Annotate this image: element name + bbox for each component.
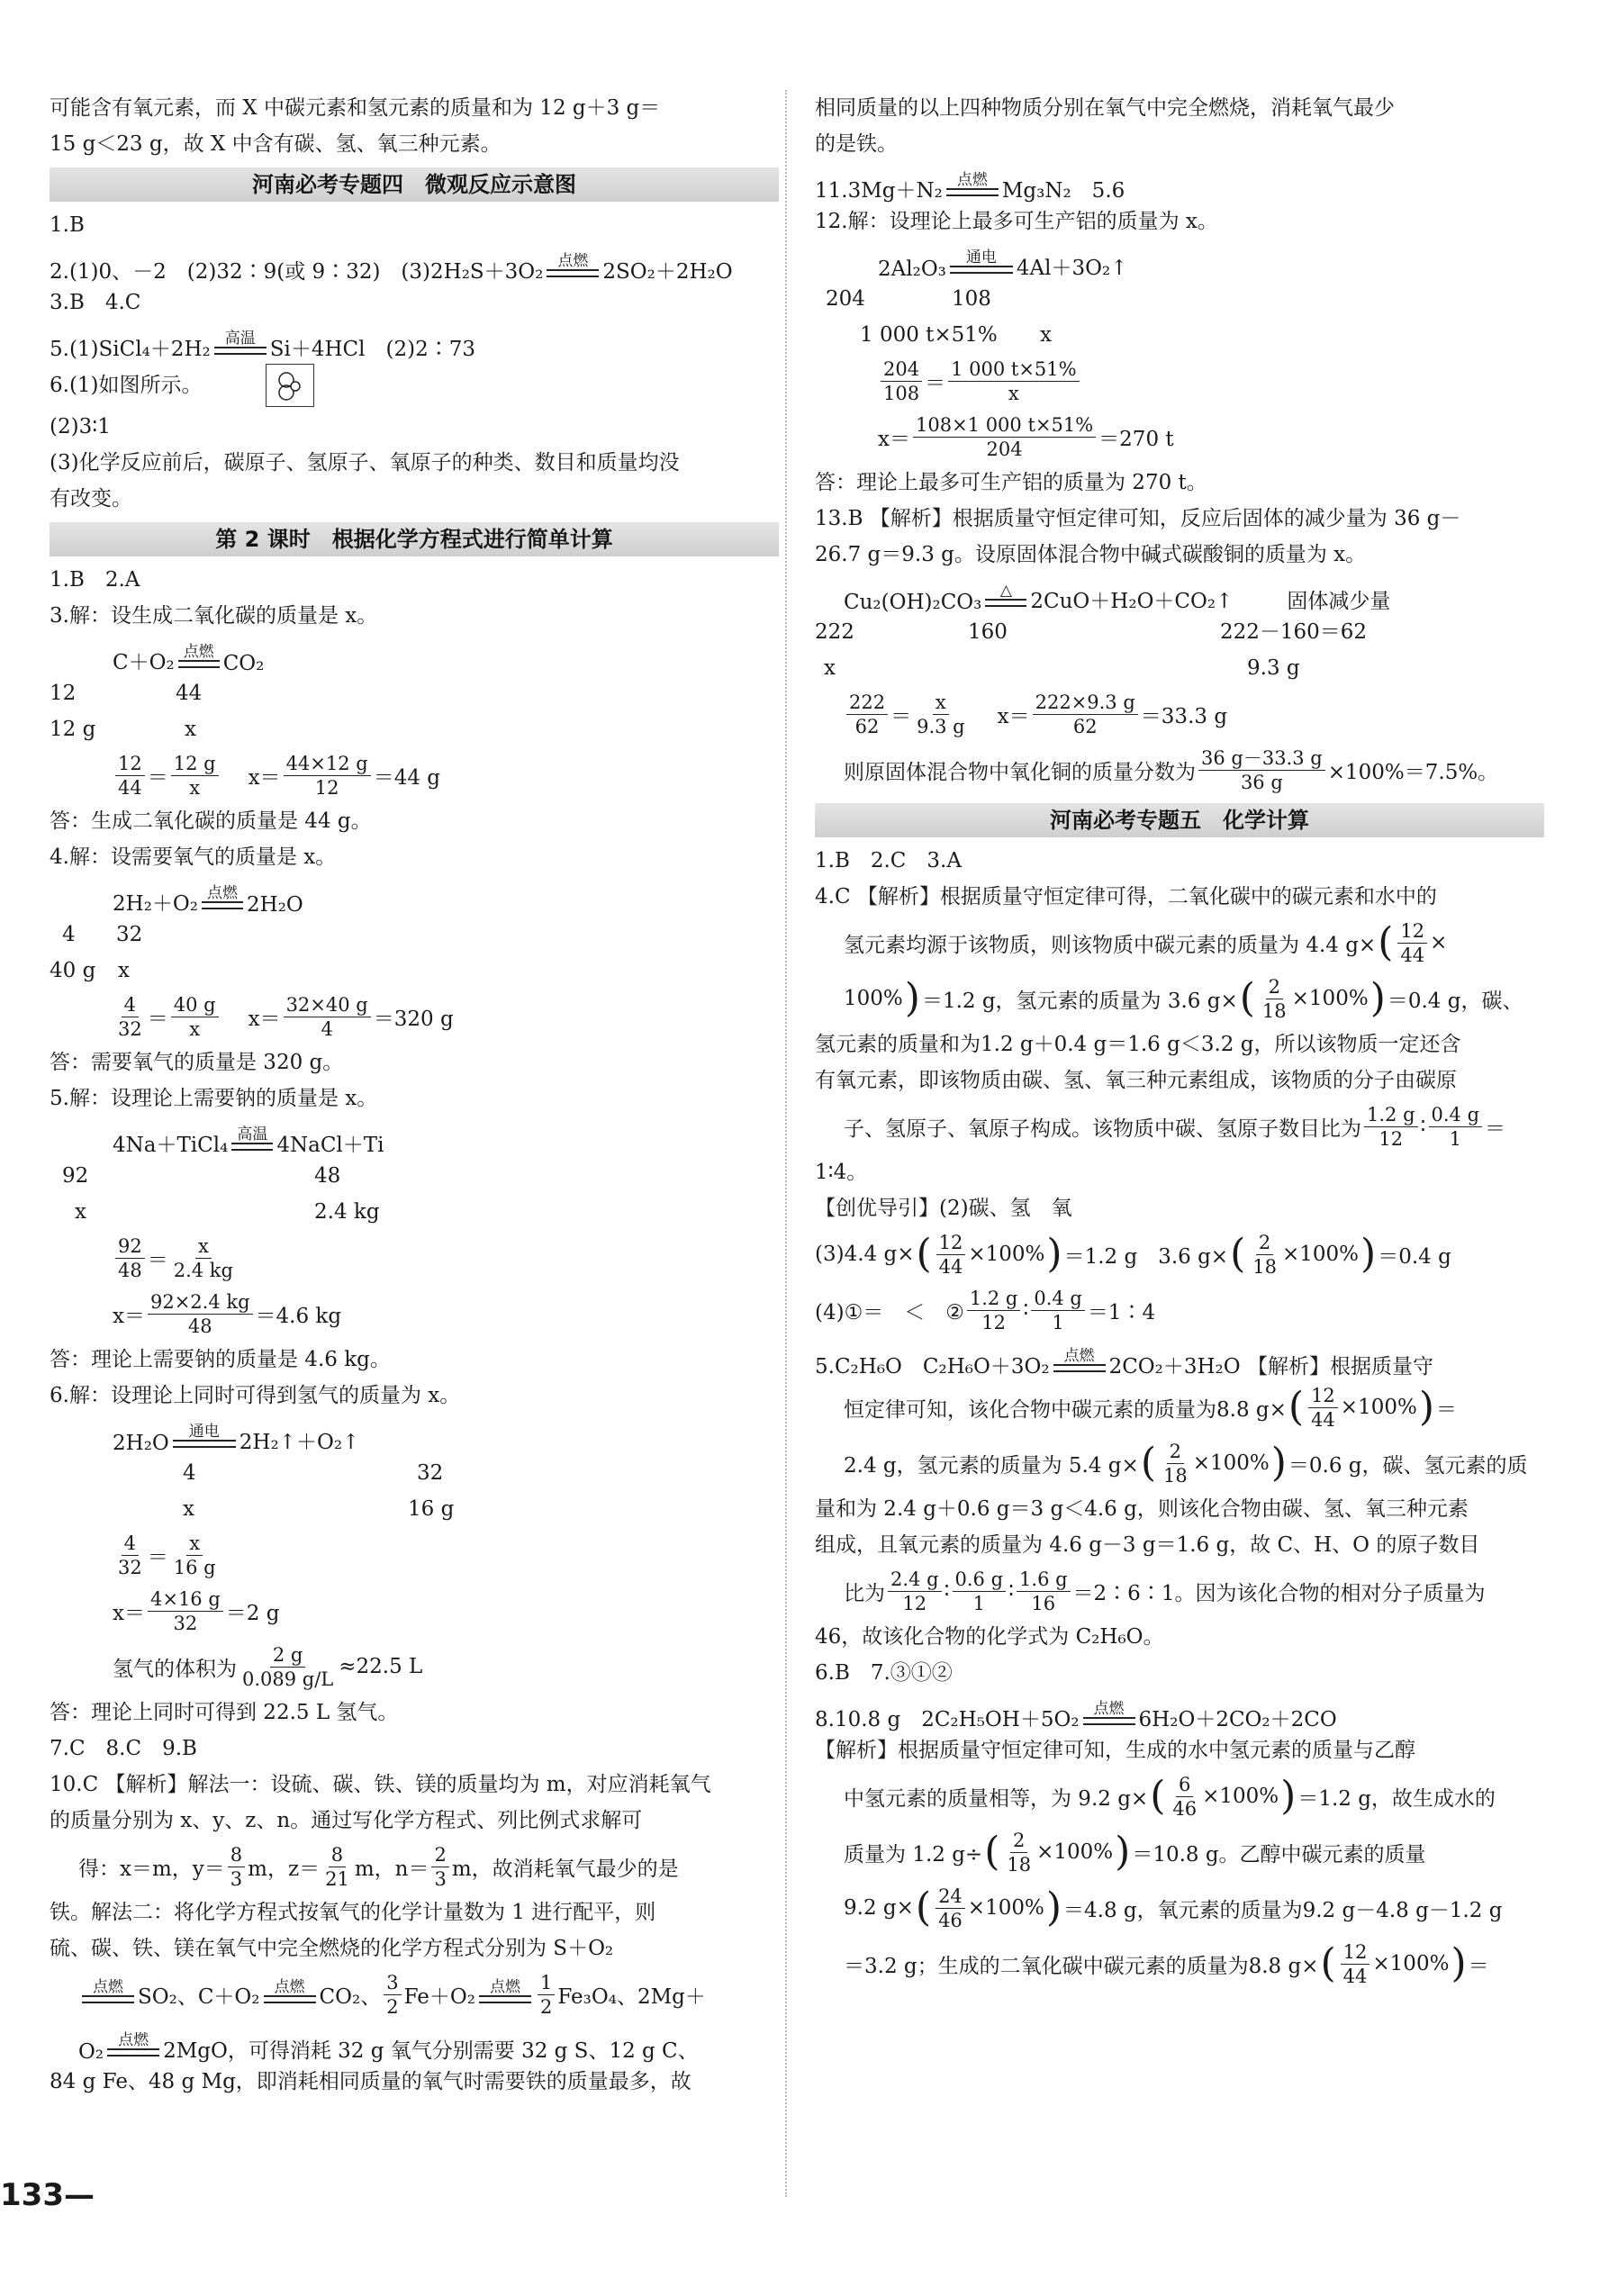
answer-line: 1.B 2.A [50, 568, 140, 592]
answer-conclusion: 答：理论上最多可生产铝的质量为 270 t。 [815, 471, 1207, 494]
reaction-arrow: 点燃 [264, 1979, 316, 2011]
mass-line [50, 1158, 779, 1194]
fraction: $\frac{2}{18}$ [1007, 1829, 1032, 1876]
text-line: 子、氢原子、氧原子构成。该物质中碳、氢原子数目比为 $\frac{1.2 g}{12}$ ∶ $\frac{0.4 g}{1}$ ＝ [844, 1103, 1506, 1150]
equation-right: 2H₂O [247, 893, 303, 917]
answer-conclusion: 答：需要氧气的质量是 320 g。 [50, 1051, 344, 1074]
equation-line [50, 1116, 779, 1158]
fraction: $\frac{36 g-33.3 g}{36 g}$ [1198, 746, 1325, 794]
fraction: $\frac{8}{21}$ [325, 1843, 349, 1890]
equation-line [50, 875, 779, 917]
equation-left: 2H₂＋O₂ [113, 892, 198, 916]
fraction: $\frac{40 g}{x}$ [171, 993, 219, 1041]
equation-left: 2H₂O [113, 1432, 169, 1455]
answer-line: 1.B 2.C 3.A [815, 849, 962, 872]
reaction-condition: 高温 [237, 1125, 268, 1143]
text-line: 恒定律可知，该化合物中碳元素的质量为8.8 g× ( $\frac{12}{44}$ ×100% ) ＝ [844, 1384, 1457, 1431]
section-banner: 河南必考专题四 微观反应示意图 [50, 167, 779, 202]
equation-left: 5.(1)SiCl₄＋2H₂ [50, 338, 211, 361]
equation-right: 2H₂↑＋O₂↑ [239, 1431, 360, 1454]
equation-text: ＝4.6 kg [255, 1304, 342, 1328]
section-banner: 河南必考专题五 化学计算 [815, 803, 1544, 837]
fraction: $\frac{2}{3}$ [431, 1843, 448, 1891]
right-column [815, 90, 1544, 1992]
text-line: 26.7 g＝9.3 g。设原固体混合物中碱式碳酸铜的质量为 x。 [815, 543, 1367, 566]
mass-value: 16 g [408, 1497, 455, 1521]
mass-line [50, 1455, 779, 1491]
mass-value: 4 [62, 923, 76, 946]
equation-text: ＝2 g [225, 1601, 280, 1625]
answer-line [815, 162, 1544, 203]
answer-line: 5.解：设理论上需要钠的质量是 x。 [50, 1087, 378, 1110]
mass-line [50, 953, 779, 989]
proportion-line: $\frac{4}{32}$ ＝ $\frac{40 g}{x}$ x＝ $\frac{32\times 40 g}{4}$ ＝320 g [50, 989, 779, 1044]
equation-text: x＝ [248, 765, 281, 790]
equation-text: ＝44 g [373, 765, 441, 790]
left-column [50, 90, 779, 2100]
text-line: 氢元素的质量和为1.2 g＋0.4 g＝1.6 g＜3.2 g，所以该物质一定还含 [815, 1033, 1461, 1056]
equation-text: ＝320 g [373, 1007, 454, 1031]
fraction: $\frac{4}{32}$ [118, 993, 142, 1040]
equation-right: Mg₃N₂ 5.6 [1001, 179, 1125, 203]
proportion-line: $\frac{4}{32}$ ＝ $\frac{x}{16 g}$ [50, 1527, 779, 1583]
mass-value: 12 g [50, 718, 96, 741]
reaction-arrow: 点燃 [1053, 1348, 1106, 1379]
text-line: 9.2 g× ( $\frac{24}{46}$ ×100% ) ＝4.8 g，氧元素的质量为9.2 g－4.8 g－1.2 g [844, 1885, 1503, 1931]
mass-value: 44 [176, 682, 203, 705]
reaction-condition: 点燃 [557, 252, 589, 270]
reaction-condition: 点燃 [183, 643, 214, 661]
text-line: 84 g Fe、48 g Mg，即消耗相同质量的氧气时需要铁的质量最多，故 [50, 2070, 692, 2093]
text-line: 100% ) ＝1.2 g，氢元素的质量为 3.6 g× ( $\frac{2}{18}$ ×100% ) ＝0.4 g，碳、 [844, 975, 1523, 1022]
text-line: 46，故该化合物的化学式为 C₂H₆O。 [815, 1625, 1164, 1649]
mass-value: 92 [62, 1164, 89, 1188]
mass-value: 2.4 kg [314, 1200, 380, 1224]
text-line: (3)化学反应前后，碳原子、氢原子、氧原子的种类、数目和质量均没 [50, 451, 680, 475]
mass-line [50, 917, 779, 953]
equation-line [815, 240, 1544, 281]
mass-value: x [75, 1200, 86, 1224]
fraction: $\frac{x}{16 g}$ [173, 1532, 216, 1578]
equation-left: 2.(1)0、－2 (2)32∶9(或 9∶32) (3)2H₂S＋3O₂ [50, 260, 544, 284]
fraction: $\frac{92\times 2.4 kg}{48}$ [148, 1290, 253, 1338]
fraction: $\frac{12}{44}$ [1397, 919, 1427, 967]
text-line: 相同质量的以上四种物质分别在氧气中完全燃烧，消耗氧气最少 [815, 96, 1395, 120]
answer-line: 6.解：设理论上同时可得到氢气的质量为 x。 [50, 1384, 461, 1407]
mass-value: 32 [116, 923, 143, 946]
equation-text: x＝ [113, 1304, 145, 1328]
fraction: $\frac{92}{48}$ [115, 1234, 145, 1282]
text-line: 点燃 SO₂、C＋O₂ 点燃 CO₂、 $\frac{3}{2}$ Fe＋O₂ 点燃 $\frac{1}{2}$ Fe₃O₄、2Mg＋ [50, 1966, 779, 2022]
text-line: 可能含有氧元素，而 X 中碳元素和氢元素的质量和为 12 g＋3 g＝ [50, 96, 661, 120]
result-line [50, 1286, 779, 1342]
fraction: $\frac{222\times 9.3 g}{62}$ [1033, 691, 1138, 738]
answer-line [50, 362, 779, 409]
text-line: 硫、碳、铁、镁在氧气中完全燃烧的化学方程式分别为 S＋O₂ [50, 1937, 614, 1960]
result-line [50, 1583, 779, 1639]
mass-line [50, 1194, 779, 1230]
fraction: $\frac{3}{2}$ [384, 1971, 401, 2019]
equation-text: ≈22.5 L [339, 1655, 423, 1678]
equation-line: Cu₂(OH)₂CO₃ △ 2CuO＋H₂O＋CO₂↑ 固体减少量 [844, 582, 1391, 614]
reaction-arrow [202, 885, 243, 917]
mass-line: 1 000 t×51% x [860, 323, 1052, 347]
fraction: $\frac{12}{44}$ [936, 1231, 966, 1279]
answer-line [50, 243, 779, 285]
fraction: $\frac{1 000 t\times 51\%}{x}$ [948, 357, 1080, 405]
answer-line: 4.C 【解析】根据质量守恒定律可得，二氧化碳中的碳元素和水中的 [815, 885, 1437, 908]
section-banner: 第 2 课时 根据化学方程式进行简单计算 [50, 522, 779, 556]
fraction: $\frac{x}{2.4 kg}$ [173, 1234, 233, 1281]
column-divider [785, 90, 787, 2197]
answer-line: 5.C₂H₆O C₂H₆O＋3O₂ 点燃 2CO₂＋3H₂O 【解析】根据质量守 [815, 1347, 1433, 1379]
proportion-line: $\frac{222}{62}$ ＝ $\frac{x}{9.3 g}$ x＝ $\frac{222\times 9.3 g}{62}$ ＝33.3 g [815, 686, 1544, 742]
mass-line: 222 160 222－160＝62 [815, 620, 1368, 644]
molecule-diagram-icon [266, 364, 314, 407]
answer-line: 10.C 【解析】解法一：设硫、碳、铁、镁的质量均为 m，对应消耗氧气 [50, 1773, 711, 1796]
fraction: $\frac{12}{44}$ [1341, 1940, 1370, 1988]
equation-left: 4Na＋TiCl₄ [113, 1134, 229, 1157]
answer-line: 6.B 7.③①② [815, 1661, 953, 1685]
text-line: 组成，且氧元素的质量为 4.6 g－3 g＝1.6 g，故 C、H、O 的原子数目 [815, 1533, 1480, 1557]
fraction: $\frac{0.4 g}{1}$ [1429, 1103, 1483, 1151]
volume-line [50, 1639, 779, 1695]
fraction: $\frac{8}{3}$ [228, 1843, 245, 1891]
fraction: $\frac{108\times 1 000 t\times 51\%}{204}$ [913, 413, 1096, 461]
mass-value: x [183, 1497, 194, 1521]
equation-right: CO₂ [222, 652, 265, 675]
answer-conclusion: 答：理论上需要钠的质量是 4.6 kg。 [50, 1348, 391, 1371]
equation-right: Si＋4HCl (2)2∶73 [269, 338, 475, 361]
equation-text: x＝ [113, 1601, 145, 1625]
text-line: ＝3.2 g；生成的二氧化碳中碳元素的质量为8.8 g× ( $\frac{12}{44}$ ×100% ) ＝ [844, 1940, 1489, 1987]
answer-conclusion: 答：理论上同时可得到 22.5 L 氢气。 [50, 1701, 399, 1724]
fraction: $\frac{4\times 16 g}{32}$ [148, 1587, 223, 1635]
fraction: $\frac{2.4 g}{12}$ [888, 1568, 942, 1615]
answer-line: 1.B [50, 213, 85, 237]
fraction: $\frac{1.2 g}{12}$ [967, 1287, 1021, 1334]
text-line: 铁。解法二：将化学方程式按氧气的化学计量数为 1 进行配平，则 [50, 1901, 656, 1924]
text-line: 中氢元素的质量相等，为 9.2 g× ( $\frac{6}{46}$ ×100% ) ＝1.2 g，故生成水的 [844, 1773, 1496, 1820]
text-line: 氢元素均源于该物质，则该物质中碳元素的质量为 4.4 g× ( $\frac{12}{44}$ × [844, 919, 1448, 966]
reaction-arrow [214, 330, 267, 362]
text-line: 15 g＜23 g，故 X 中含有碳、氢、氧三种元素。 [50, 132, 502, 156]
equation-line [50, 634, 779, 675]
fraction: $\frac{32\times 40 g}{4}$ [284, 993, 371, 1041]
answer-conclusion: 答：生成二氧化碳的质量是 44 g。 [50, 809, 372, 833]
answer-line [50, 321, 779, 362]
fraction: $\frac{24}{46}$ [936, 1885, 965, 1932]
text-line: 的质量分别为 x、y、z、n。通过写化学方程式、列比例式求解可 [50, 1809, 643, 1832]
mass-value: 48 [314, 1164, 341, 1188]
equation-right: 4NaCl＋Ti [276, 1134, 384, 1157]
reaction-arrow: 点燃 [479, 1979, 531, 2011]
text-line: (4)①＝ ＜ ② $\frac{1.2 g}{12}$ ∶ $\frac{0.4 g}{1}$ ＝1∶4 [815, 1287, 1156, 1333]
equation-left: 11.3Mg＋N₂ [815, 179, 943, 203]
reaction-condition: 点燃 [207, 884, 238, 902]
fraction: $\frac{2}{18}$ [1162, 1440, 1188, 1487]
page-number: 133— [0, 2177, 95, 2213]
reaction-arrow [547, 253, 599, 285]
fraction: $\frac{x}{9.3 g}$ [917, 691, 965, 737]
fraction: $\frac{12}{44}$ [115, 752, 145, 800]
fraction: $\frac{1}{2}$ [538, 1971, 555, 2019]
reaction-arrow: 点燃 [107, 2032, 159, 2064]
mass-line [50, 711, 779, 747]
fraction: $\frac{2}{18}$ [1261, 975, 1287, 1022]
answer-line: 7.C 8.C 9.B [50, 1737, 197, 1760]
mass-value: x [185, 718, 196, 741]
text-line: 比为 $\frac{2.4 g}{12}$ ∶ $\frac{0.6 g}{1}$ ∶ $\frac{1.6 g}{16}$ ＝2∶6∶1。因为该化合物的相对分子质量为 [844, 1568, 1486, 1614]
result-line: x＝ $\frac{108\times 1 000 t\times 51\%}{204}$ ＝270 t [878, 413, 1174, 460]
mass-line: 204 108 [826, 287, 991, 311]
text-line: 2.4 g，氢元素的质量为 5.4 g× ( $\frac{2}{18}$ ×100% ) ＝0.6 g，碳、氢元素的质 [844, 1440, 1528, 1487]
equation-line [50, 1414, 779, 1455]
text-line: 量和为 2.4 g＋0.6 g＝3 g＜4.6 g，则该化合物由碳、氢、氧三种元素 [815, 1497, 1469, 1521]
text-line: 1∶4。 [815, 1161, 868, 1184]
mass-line [50, 1491, 779, 1527]
mass-line [50, 675, 779, 711]
equation-left: 2Al₂O₃ [878, 258, 946, 281]
equation-right: 2SO₂＋2H₂O [602, 260, 733, 284]
fraction: $\frac{222}{62}$ [846, 691, 888, 738]
mass-value: 32 [417, 1461, 444, 1485]
fraction: $\frac{1.6 g}{16}$ [1017, 1568, 1071, 1615]
fraction: $\frac{0.6 g}{1}$ [953, 1568, 1007, 1615]
mass-value: 12 [50, 682, 77, 705]
text-line: 【解析】根据质量守恒定律可知，生成的水中氢元素的质量与乙醇 [815, 1739, 1415, 1762]
reaction-condition: 高温 [224, 330, 256, 348]
text-line: 的是铁。 [815, 132, 898, 156]
fraction: $\frac{0.4 g}{1}$ [1031, 1287, 1085, 1334]
text-line: (2)3∶1 [50, 415, 111, 438]
mass-line: x 9.3 g [824, 656, 1300, 680]
text-line: O₂ 点燃 2MgO，可得消耗 32 g 氧气分别需要 32 g S、12 g C、 [78, 2031, 699, 2064]
mass-value: 40 g [50, 959, 96, 982]
text-line: 得：x＝m，y＝ $\frac{8}{3}$ m，z＝ $\frac{8}{21}$ m，n＝ $\frac{2}{3}$ m，故消耗氧气最少的是 [78, 1843, 679, 1890]
text-line: 质量为 1.2 g÷ ( $\frac{2}{18}$ ×100% ) ＝10.8 g。乙醇中碳元素的质量 [844, 1829, 1426, 1876]
text-line: (3)4.4 g× ( $\frac{12}{44}$ ×100% ) ＝1.2 g 3.6 g× ( $\frac{2}{18}$ ×100% ) ＝0.4 g [815, 1231, 1451, 1278]
fraction: $\frac{6}{46}$ [1172, 1773, 1198, 1820]
text-line: 有氧元素，即该物质由碳、氢、氧三种元素组成，该物质的分子由碳原 [815, 1069, 1457, 1092]
equation-right: 4Al＋3O₂↑ [1016, 257, 1128, 280]
proportion-line: $\frac{12}{44}$ ＝ $\frac{12 g}{x}$ x＝ $\frac{44\times 12 g}{12}$ ＝44 g [50, 747, 779, 803]
equation-text: 氢气的体积为 [113, 1657, 237, 1681]
fraction: $\frac{12 g}{x}$ [171, 752, 219, 800]
answer-line: 12.解：设理论上最多可生产铝的质量为 x。 [815, 210, 1218, 233]
reaction-arrow: 点燃 [1083, 1701, 1135, 1732]
reaction-arrow: 通电 [950, 249, 1013, 281]
fraction: $\frac{44\times 12 g}{12}$ [284, 752, 371, 800]
answer-line: 3.B 4.C [50, 291, 141, 314]
fraction: $\frac{2 g}{0.089 g/L}$ [242, 1643, 334, 1690]
reaction-arrow [173, 1424, 236, 1455]
answer-line: 3.解：设生成二氧化碳的质量是 x。 [50, 604, 378, 628]
fraction: $\frac{12}{44}$ [1308, 1384, 1338, 1432]
reaction-arrow: 点燃 [946, 172, 999, 203]
tip-line: 【创优导引】(2)碳、氢 氧 [815, 1197, 1072, 1220]
equation-left: C＋O₂ [113, 651, 175, 674]
mass-value: 4 [183, 1461, 196, 1485]
answer-line: 4.解：设需要氧气的质量是 x。 [50, 845, 337, 869]
mass-value: x [118, 959, 130, 982]
equation-text: x＝ [248, 1007, 281, 1031]
fraction: $\frac{1.2 g}{12}$ [1364, 1103, 1418, 1151]
text-line: 则原固体混合物中氧化铜的质量分数为 $\frac{36 g-33.3 g}{36 g}$ ×100%＝7.5%。 [844, 746, 1499, 793]
reaction-condition: 通电 [188, 1423, 220, 1441]
proportion-line: $\frac{204}{108}$ ＝ $\frac{1 000 t\times 51\%}{x}$ [815, 353, 1544, 409]
text-line: 有改变。 [50, 487, 132, 511]
proportion-line: $\frac{92}{48}$ ＝ $\frac{x}{2.4 kg}$ [50, 1230, 779, 1286]
fraction: $\frac{204}{108}$ [881, 357, 922, 405]
answer-text: 6.(1)如图所示。 [50, 374, 203, 397]
reaction-arrow [231, 1126, 273, 1158]
label: 固体减少量 [1287, 590, 1391, 613]
fraction: $\frac{2}{18}$ [1252, 1231, 1277, 1278]
reaction-arrow [178, 644, 220, 675]
answer-line: 8.10.8 g 2C₂H₅OH＋5O₂ 点燃 6H₂O＋2CO₂＋2CO [815, 1700, 1337, 1731]
answer-line: 13.B 【解析】根据质量守恒定律可知，反应后固体的减少量为 36 g－ [815, 507, 1461, 530]
fraction: $\frac{4}{32}$ [118, 1532, 142, 1578]
reaction-arrow: △ [985, 583, 1026, 614]
reaction-arrow: 点燃 [82, 1979, 134, 2011]
